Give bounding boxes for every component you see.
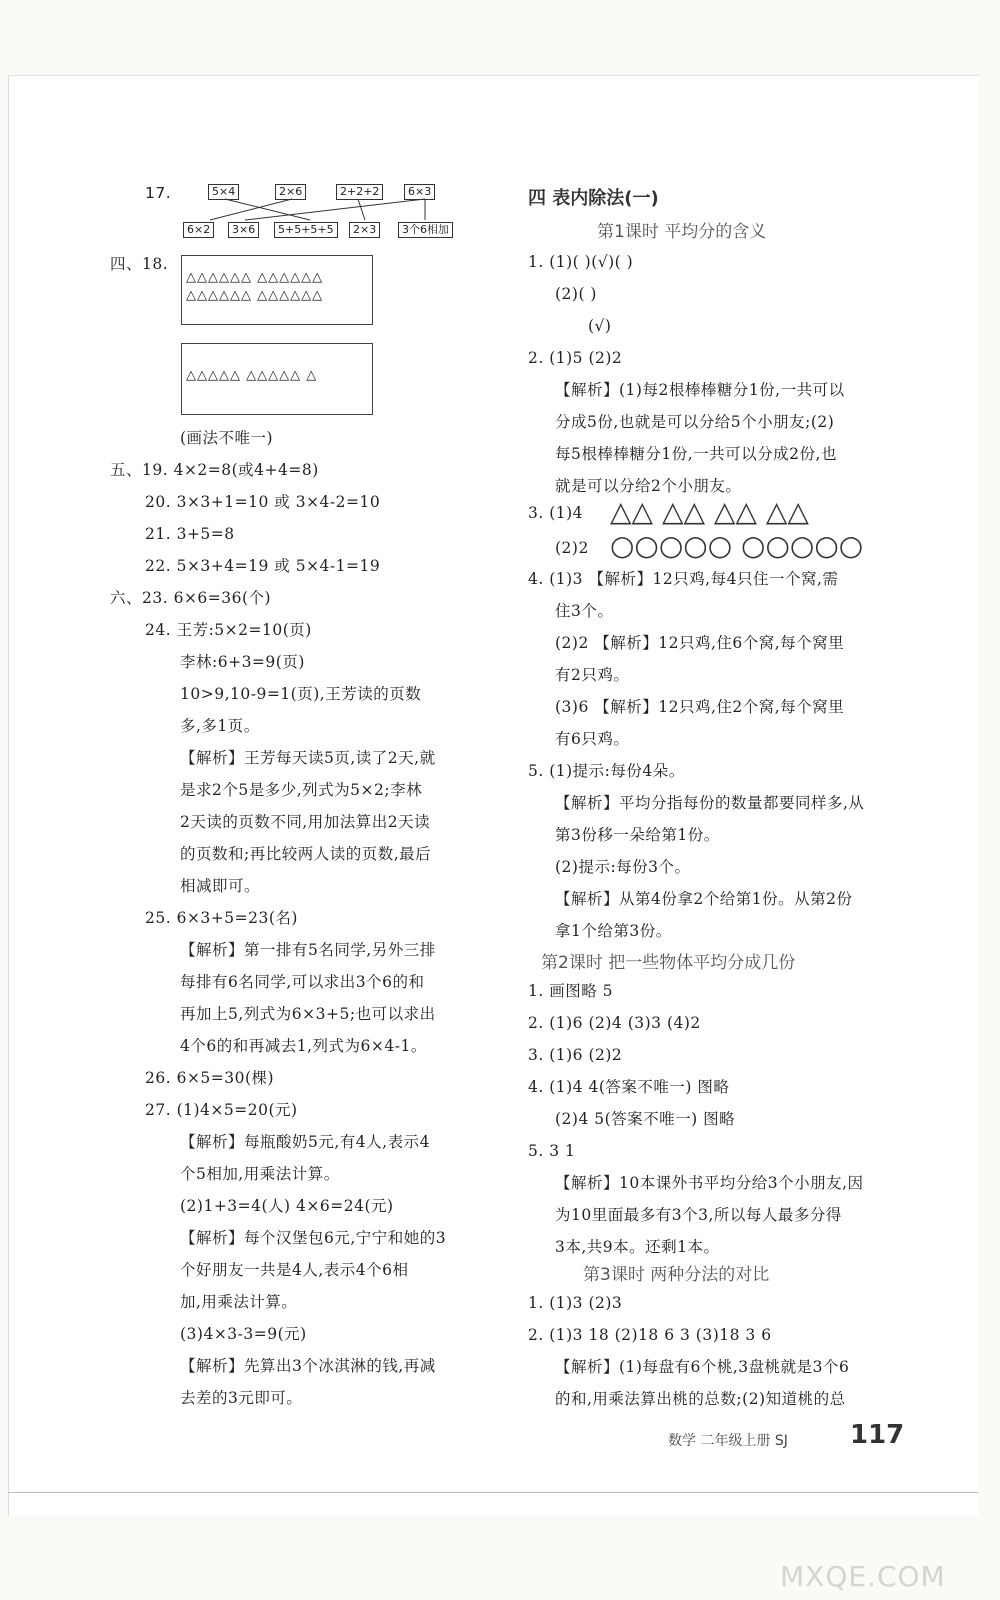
q19-answer: 五、19. 4×2=8(或4+4=8) [110,461,319,479]
r3-q2: 2. (1)3 18 (2)18 6 3 (3)18 3 6 [528,1326,772,1344]
q25-explanation: 【解析】第一排有5名同学,另外三排 [180,941,436,959]
r-q5-explanation: 【解析】平均分指每份的数量都要同样多,从 [555,794,865,812]
q17-bottom-5: 3个6相加 [398,222,453,238]
r-q3-triangles: △△ △△ △△ △△ [610,495,809,528]
q25-explanation: 每排有6名同学,可以求出3个6的和 [180,973,425,991]
r2-q5: 5. 3 1 [528,1142,576,1160]
r2-q5-explanation: 3本,共9本。还剩1本。 [555,1238,720,1256]
q24-line: 李林:6+3=9(页) [180,653,305,671]
r-q2-explanation: 每5根棒棒糖分1份,一共可以分成2份,也 [555,445,837,463]
r-q3-circles: ○○○○○ ○○○○○ [610,529,864,562]
q17-top-3: 2+2+2 [336,184,383,200]
q17-bottom-3: 5+5+5+5 [274,222,338,238]
q27-explanation: 【解析】每瓶酸奶5元,有4人,表示4 [180,1133,430,1151]
q27-explanation: 个5相加,用乘法计算。 [180,1165,340,1183]
q21-answer: 21. 3+5=8 [145,525,235,543]
q24-explanation: 相减即可。 [180,877,261,895]
r-q2: 2. (1)5 (2)2 [528,349,623,367]
r2-q2: 2. (1)6 (2)4 (3)3 (4)2 [528,1014,701,1032]
r3-q2-explanation: 的和,用乘法算出桃的总数;(2)知道桃的总 [555,1390,846,1408]
q24-explanation: 【解析】王芳每天读5页,读了2天,就 [180,749,436,767]
r-q4-3b: 有6只鸡。 [555,730,630,748]
lesson3-title: 第3课时 两种分法的对比 [583,1265,770,1285]
q27-explanation: 去差的3元即可。 [180,1389,303,1407]
r-q1: 1. (1)( )(√)( ) [528,253,634,271]
q23-answer: 六、23. 6×6=36(个) [110,589,272,607]
q17-top-1: 5×4 [208,184,239,200]
q17-label: 17. [145,184,172,202]
q22-answer: 22. 5×3+4=19 或 5×4-1=19 [145,557,381,575]
r2-q4: 4. (1)4 4(答案不唯一) 图略 [528,1078,730,1096]
r-q5-explanation: 【解析】从第4份拿2个给第1份。从第2份 [555,890,853,908]
q24-line: 10>9,10-9=1(页),王芳读的页数 [180,685,422,703]
footer-rule [8,1492,978,1493]
r-q4-3: (3)6 【解析】12只鸡,住2个窝,每个窝里 [555,698,845,716]
q17-top-4: 6×3 [404,184,435,200]
r-q2-explanation: 分成5份,也就是可以分给5个小朋友;(2) [555,413,835,431]
q18-note: (画法不唯一) [180,429,274,447]
q27-part3: (3)4×3-3=9(元) [180,1325,307,1343]
r-q3-1: 3. (1)4 [528,504,584,522]
q18-triangles-row-b: △△△△△△ △△△△△△ [186,288,324,303]
lesson1-title: 第1课时 平均分的含义 [597,222,767,242]
r-q5-explanation: 拿1个给第3份。 [555,922,672,940]
q27-explanation: 【解析】每个汉堡包6元,宁宁和她的3 [180,1229,447,1247]
q27-answer: 27. (1)4×5=20(元) [145,1101,298,1119]
page-number: 117 [850,1420,905,1450]
r-q4-2b: 有2只鸡。 [555,666,630,684]
footer-subject: 数学 二年级上册 SJ [668,1433,788,1449]
r2-q3: 3. (1)6 (2)2 [528,1046,623,1064]
q24-explanation: 是求2个5是多少,列式为5×2;李林 [180,781,423,799]
q25-explanation: 4个6的和再减去1,列式为6×4-1。 [180,1037,427,1055]
r2-q5-explanation: 【解析】10本课外书平均分给3个小朋友,因 [555,1174,864,1192]
r-q1-2: (2)( ) [555,285,597,303]
lesson2-title: 第2课时 把一些物体平均分成几份 [541,953,796,973]
r-q4-1: 4. (1)3 【解析】12只鸡,每4只住一个窝,需 [528,570,839,588]
q24-explanation: 2天读的页数不同,用加法算出2天读 [180,813,431,831]
q17-bottom-4: 2×3 [349,222,380,238]
r-q4-1b: 住3个。 [555,602,614,620]
r-q5-2: (2)提示:每份3个。 [555,858,691,876]
q24-answer: 24. 王芳:5×2=10(页) [145,621,312,639]
r-q5-1: 5. (1)提示:每份4朵。 [528,762,685,780]
q26-answer: 26. 6×5=30(棵) [145,1069,275,1087]
q18-triangles-row-a: △△△△△△ △△△△△△ [186,270,324,285]
unit-title: 四 表内除法(一) [528,188,659,209]
q17-connect-lines [180,198,470,222]
q17-bottom-2: 3×6 [228,222,259,238]
r2-q4-2: (2)4 5(答案不唯一) 图略 [555,1110,736,1128]
r2-q5-explanation: 为10里面最多有3个3,所以每人最多分得 [555,1206,842,1224]
r3-q1: 1. (1)3 (2)3 [528,1294,623,1312]
q27-explanation: 【解析】先算出3个冰淇淋的钱,再减 [180,1357,436,1375]
r-q2-explanation: 【解析】(1)每2根棒棒糖分1份,一共可以 [555,381,845,399]
q27-explanation: 个好朋友一共是4人,表示4个6相 [180,1261,409,1279]
watermark-bottom: MXQE.COM [780,1560,946,1593]
r2-q1: 1. 画图略 5 [528,982,614,1000]
q24-explanation: 的页数和;再比较两人读的页数,最后 [180,845,432,863]
r-q5-explanation: 第3份移一朵给第1份。 [555,826,720,844]
q25-explanation: 再加上5,列式为6×3+5;也可以求出 [180,1005,436,1023]
q27-explanation: 加,用乘法计算。 [180,1293,298,1311]
r-q1-3: (√) [588,317,612,335]
r3-q2-explanation: 【解析】(1)每盘有6个桃,3盘桃就是3个6 [555,1358,850,1376]
r-q2-explanation: 就是可以分给2个小朋友。 [555,477,742,495]
q18-label: 四、18. [110,255,169,273]
r-q3-2: (2)2 [555,539,589,557]
q17-bottom-1: 6×2 [183,222,214,238]
r-q4-2: (2)2 【解析】12只鸡,住6个窝,每个窝里 [555,634,845,652]
q18-triangles-row-c: △△△△△ △△△△△ △ [186,368,318,383]
q24-line: 多,多1页。 [180,717,260,735]
q17-top-2: 2×6 [275,184,306,200]
q25-answer: 25. 6×3+5=23(名) [145,909,298,927]
q27-part2: (2)1+3=4(人) 4×6=24(元) [180,1197,394,1215]
q20-answer: 20. 3×3+1=10 或 3×4-2=10 [145,493,381,511]
